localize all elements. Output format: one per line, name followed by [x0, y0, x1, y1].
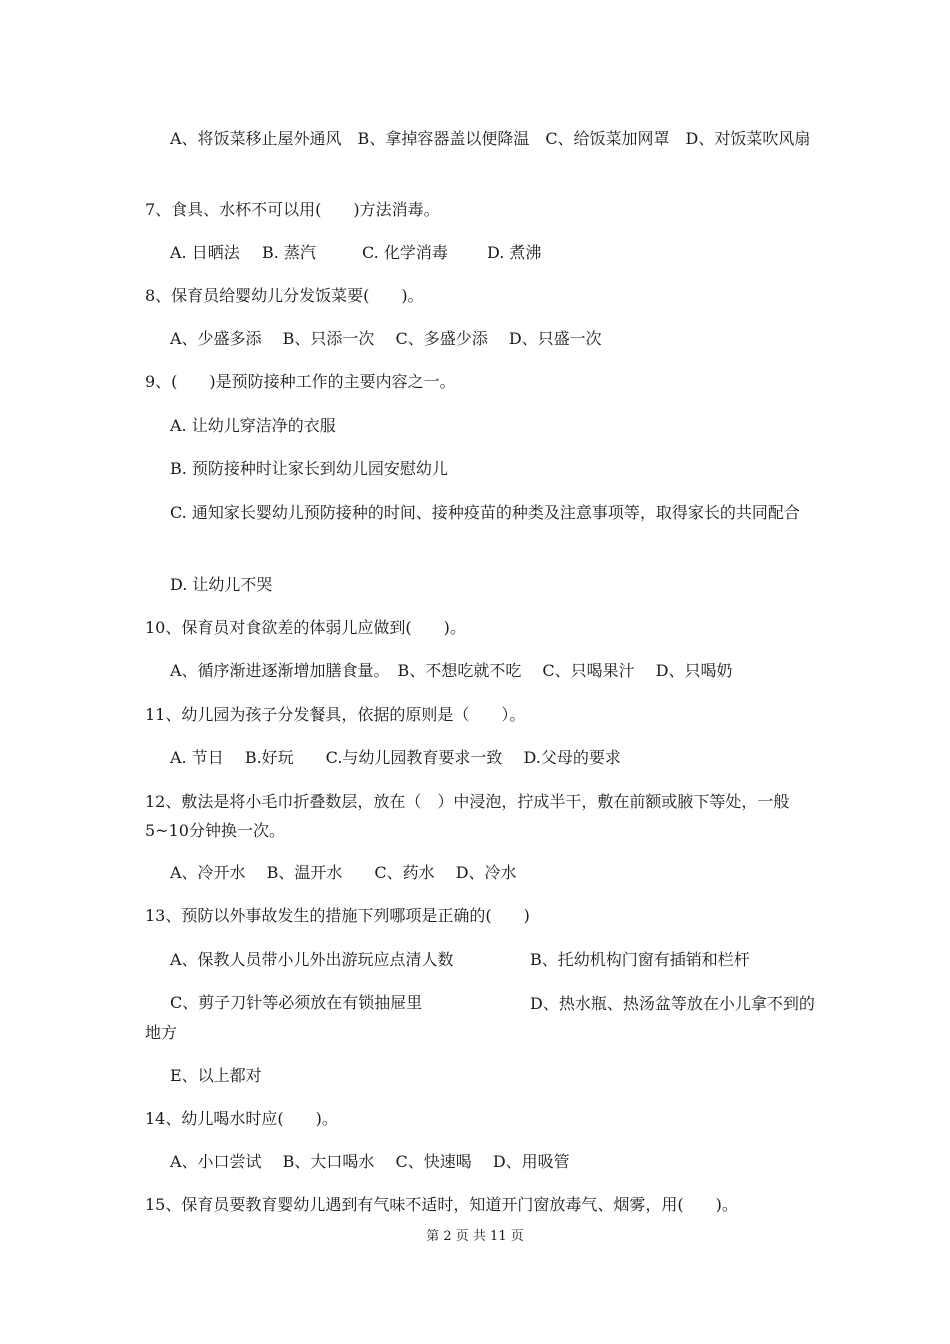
q7-option-d: D. 煮沸	[487, 243, 542, 262]
page-footer: 第 2 页 共 11 页	[426, 1229, 524, 1244]
q10-options: A、循序渐进逐渐增加膳食量。 B、不想吃就不吃 C、只喝果汁 D、只喝奶	[170, 661, 733, 680]
question-11: 11、幼儿园为孩子分发餐具，依据的原则是（ ）。	[145, 705, 526, 724]
q9-option-c: C. 通知家长婴幼儿预防接种的时间、接种疫苗的种类及注意事项等，取得家长的共同配合	[170, 503, 800, 522]
q13-option-d: D、热水瓶、热汤盆等放在小儿拿不到的地方	[145, 994, 815, 1042]
q6-options: A、将饭菜移止屋外通风 B、拿掉容器盖以便降温 C、给饭菜加网罩 D、对饭菜吹风扇	[170, 129, 811, 148]
question-9: 9、( )是预防接种工作的主要内容之一。	[145, 372, 456, 391]
q8-options: A、少盛多添 B、只添一次 C、多盛少添 D、只盛一次	[170, 329, 602, 348]
question-12: 12、敷法是将小毛巾折叠数层，放在（ ）中浸泡，拧成半干，敷在前额或腋下等处，一般5~10分钟换一次。	[145, 792, 790, 840]
q13-option-b: B、托幼机构门窗有插销和栏杆	[530, 950, 750, 969]
q9-option-a: A. 让幼儿穿洁净的衣服	[170, 416, 336, 435]
question-7: 7、食具、水杯不可以用( )方法消毒。	[145, 200, 440, 219]
q14-options: A、小口尝试 B、大口喝水 C、快速喝 D、用吸管	[170, 1152, 570, 1171]
q7-options	[170, 243, 815, 263]
q7-option-c: C. 化学消毒	[362, 243, 448, 262]
question-8: 8、保育员给婴幼儿分发饭菜要( )。	[145, 286, 424, 305]
q9-option-d: D. 让幼儿不哭	[170, 575, 273, 594]
q13-option-e: E、以上都对	[170, 1066, 262, 1085]
question-13: 13、预防以外事故发生的措施下列哪项是正确的( )	[145, 906, 530, 925]
q7-option-a: A. 日晒法	[170, 243, 240, 262]
q7-option-b: B. 蒸汽	[262, 243, 316, 262]
question-10: 10、保育员对食欲差的体弱儿应做到( )。	[145, 618, 466, 637]
q12-options: A、冷开水 B、温开水 C、药水 D、冷水	[170, 863, 517, 882]
question-15: 15、保育员要教育婴幼儿遇到有气味不适时，知道开门窗放毒气、烟雾，用( )。	[145, 1195, 738, 1214]
q11-options: A. 节日 B.好玩 C.与幼儿园教育要求一致 D.父母的要求	[170, 748, 621, 767]
q13-option-a: A、保教人员带小儿外出游玩应点清人数	[170, 950, 454, 969]
q13-options-row1	[170, 950, 815, 970]
q13-option-c: C、剪子刀针等必须放在有锁抽屉里	[170, 993, 423, 1012]
q9-option-b: B. 预防接种时让家长到幼儿园安慰幼儿	[170, 459, 448, 478]
question-14: 14、幼儿喝水时应( )。	[145, 1109, 338, 1128]
